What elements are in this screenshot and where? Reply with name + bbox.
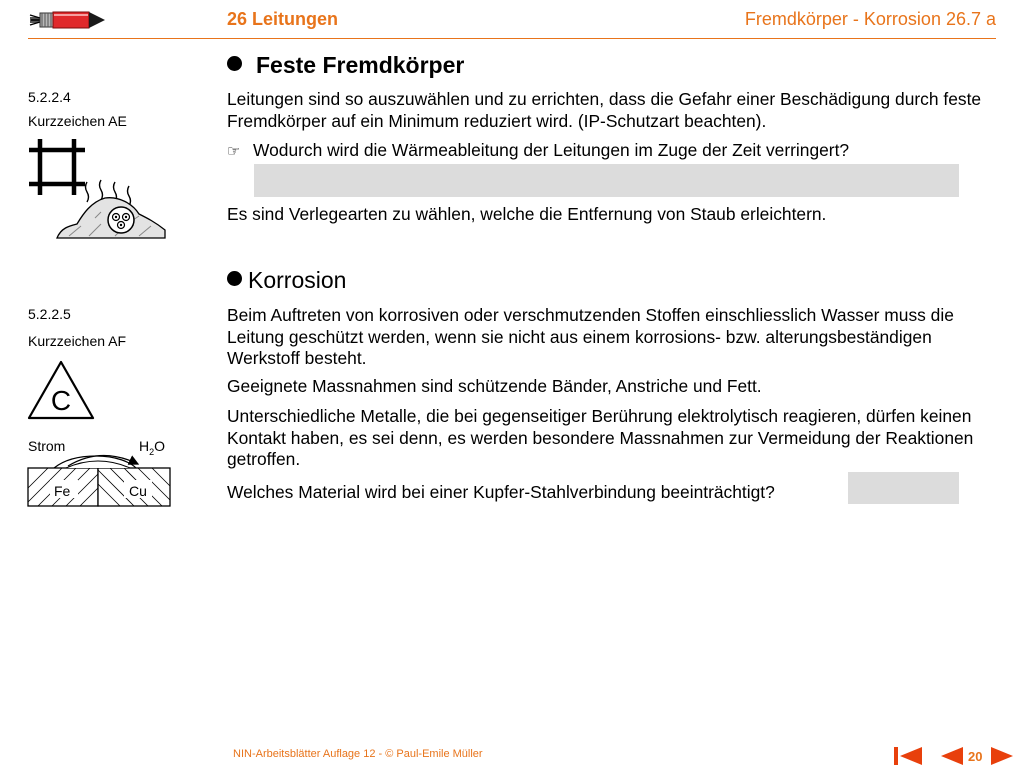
water-label (139, 438, 165, 457)
iron-label: Fe (54, 483, 71, 499)
first-page-icon[interactable] (893, 745, 923, 767)
copper-label: Cu (129, 483, 147, 499)
answer-field[interactable] (848, 472, 959, 504)
norm-reference: 5.2.2.5 (28, 306, 71, 322)
previous-page-icon[interactable] (940, 745, 964, 767)
code-label: Kurzzeichen AE (28, 113, 127, 129)
header-divider (28, 38, 996, 39)
paragraph: Leitungen sind so auszuwählen und zu errichten, dass die Gefahr einer Beschädigung durch feste Fremdkörper auf ein Minimum reduziert wird. (IP-Schutzart beachten). (227, 89, 982, 131)
corrosion-warning-triangle-icon (26, 358, 96, 422)
pointing-hand-icon: ☞ (227, 143, 241, 160)
paragraph: Geeignete Massnahmen sind schützende Bänder, Anstriche und Fett. (227, 376, 762, 396)
paragraph: Unterschiedliche Metalle, die bei gegenseitiger Berührung elektrolytisch reagieren, dürfen keinen Kontakt haben, es sei denn, es werden besondere Massnahmen zur Vermeidung der Reaktionen getroffen. (227, 406, 974, 469)
dust-covered-cable-icon (55, 178, 167, 240)
section-heading (227, 52, 464, 79)
question (227, 140, 997, 163)
paragraph: Beim Auftreten von korrosiven oder verschmutzenden Stoffen einschliesslich Wasser muss die Leitung geschützt werden, wenn sie nicht aus einem korrosions- bzw. alterungsbeständigen Werkstoff besteht. (227, 305, 954, 368)
next-page-icon[interactable] (990, 745, 1014, 767)
chapter-title: 26 Leitungen (227, 9, 339, 29)
norm-reference: 5.2.2.4 (28, 89, 71, 105)
water-label-suffix: O (154, 438, 166, 454)
section-heading-text: Korrosion (248, 267, 347, 293)
triangle-letter: C (50, 385, 72, 416)
bullet-icon (227, 271, 242, 286)
page-number: 20 (968, 749, 983, 764)
answer-field[interactable] (254, 164, 959, 197)
section-heading (227, 267, 346, 294)
section-heading-text: Feste Fremdkörper (256, 52, 465, 78)
water-label-subscript: 2 (149, 446, 155, 457)
footer-credit: NIN-Arbeitsblätter Auflage 12 - © Paul-Emile Müller (233, 748, 483, 760)
bullet-icon (227, 56, 242, 71)
question-text: Wodurch wird die Wärmeableitung der Leitungen im Zuge der Zeit verringert? (253, 140, 850, 160)
current-label: Strom (28, 438, 66, 454)
question-text: Welches Material wird bei einer Kupfer-Stahlverbindung beeinträchtigt? (227, 482, 775, 502)
pencil-icon (28, 8, 108, 32)
paragraph: Es sind Verlegearten zu wählen, welche die Entfernung von Staub erleichtern. (227, 204, 827, 224)
water-label-prefix: H (139, 438, 150, 454)
section-title: Fremdkörper - Korrosion 26.7 a (744, 9, 996, 29)
code-label: Kurzzeichen AF (28, 333, 127, 349)
